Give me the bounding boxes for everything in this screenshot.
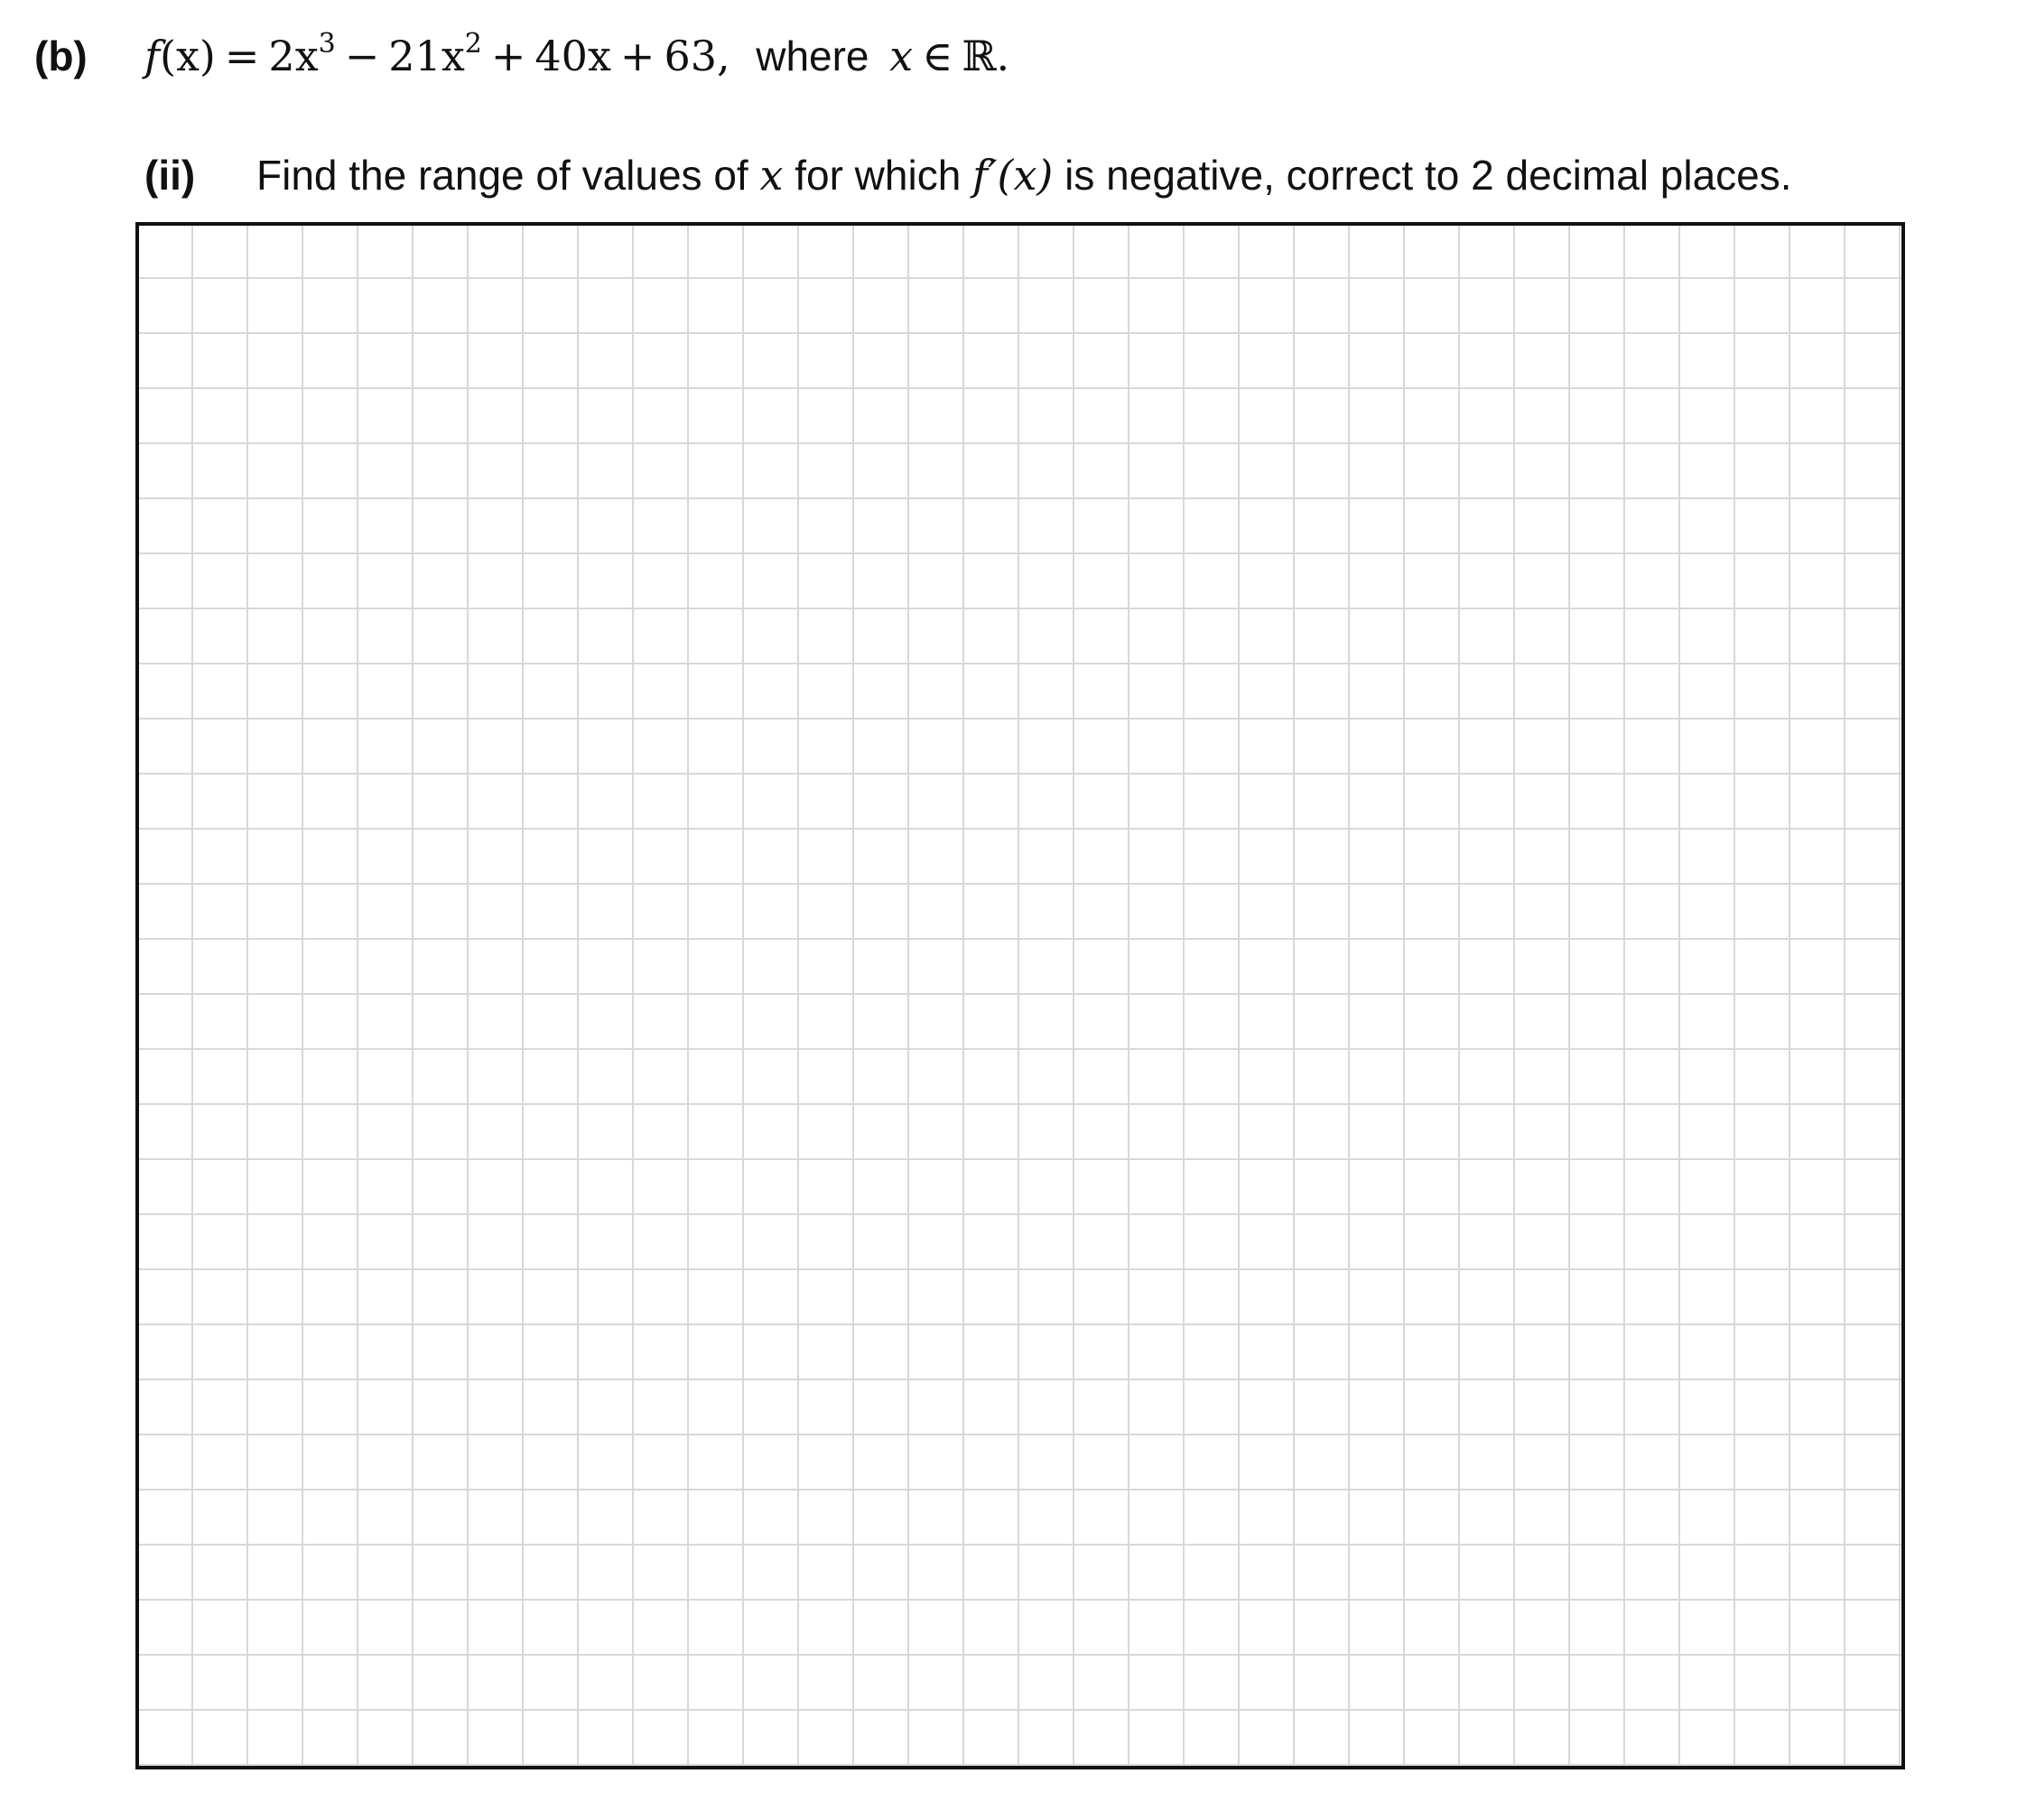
plus-sign-1: +	[490, 32, 526, 80]
minus-sign: −	[344, 32, 380, 80]
subpart-label-ii: (ii)	[144, 152, 196, 199]
subpart-prompt	[256, 150, 1792, 200]
equals-sign: =	[224, 32, 260, 80]
domain-variable: x	[889, 32, 914, 80]
term-2: 21x	[388, 32, 465, 80]
prompt-variable: x	[759, 151, 784, 200]
term-4: 63,	[664, 32, 730, 80]
prompt-text-middle: for which	[795, 152, 962, 199]
prompt-text-before: Find the range of values of	[256, 152, 748, 199]
part-label-b: (b)	[34, 32, 88, 79]
prompt-derivative: f′(x)	[972, 151, 1054, 200]
term-1: 2x	[268, 32, 319, 80]
plus-sign-2: +	[619, 32, 655, 80]
function-name: f	[144, 32, 161, 80]
term-3: 40x	[534, 32, 611, 80]
where-text: where	[756, 32, 869, 79]
term-2-exponent: 2	[464, 27, 482, 60]
prompt-text-after: is negative, correct to 2 decimal places.	[1064, 152, 1792, 199]
function-expression	[144, 27, 743, 80]
domain-set: ℝ.	[962, 32, 1010, 80]
member-of-symbol: ∈	[922, 32, 953, 80]
function-arg: (x)	[160, 32, 216, 80]
answer-grid-box[interactable]	[135, 222, 1905, 1769]
term-1-exponent: 3	[318, 27, 336, 60]
function-definition	[144, 27, 1010, 81]
